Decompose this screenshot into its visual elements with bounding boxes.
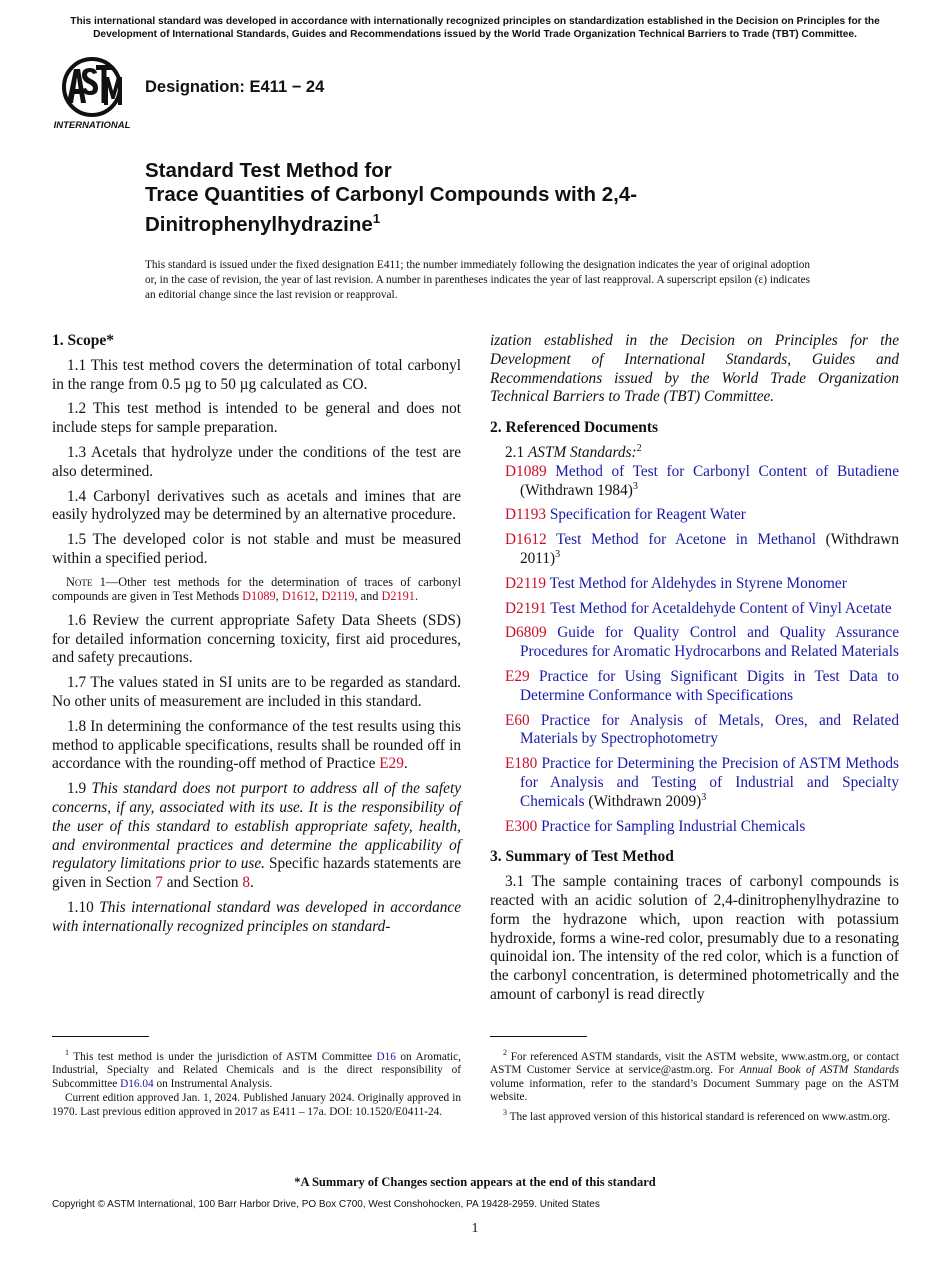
ref-code-link[interactable]: D1612 xyxy=(505,531,547,549)
ref-title-link[interactable]: Specification for Reagent Water xyxy=(549,506,746,524)
footnote-2: $^2$ For referenced ASTM standards, visit the ASTM website, www.astm.org, or contact ASTM Customer Service at service@astm.org. For Annual Book of ASTM Standards volume information, refer to the standard’s Document Summary page on the ASTM website. xyxy=(490,1048,900,1104)
ref-title-link[interactable]: Practice for Using Significant Digits in Test Data to Determine Conformance with Specifications xyxy=(520,667,899,704)
paragraph-1-2: 1.2 This test method is intended to be general and does not include steps for sample preparation. xyxy=(52,400,461,437)
title-line-3: Dinitrophenylhydrazine$^1$ xyxy=(145,211,381,236)
referenced-document-item xyxy=(490,624,899,662)
right-column xyxy=(490,332,899,1011)
designation: Designation: E411 − 24 xyxy=(145,78,325,96)
ref-withdrawn-note: (Withdrawn 1984) xyxy=(520,481,633,499)
ref-code-link[interactable]: D1089 xyxy=(505,462,547,480)
ref-code-link[interactable]: D6809 xyxy=(505,624,547,642)
issuance-statement: This standard is issued under the fixed designation E411; the number immediately following the designation indicates the year of original adoption or, in the case of revision, the year of last revision. A number in parentheses indicates the year of last reapproval. A superscript epsilon (ε) indicates an editorial change since the last revision or reapproval. xyxy=(145,259,810,301)
section-2-heading: 2. Referenced Documents xyxy=(490,419,659,437)
paragraph-1-9: 1.9 This standard does not purport to address all of the safety concerns, if any, associated with its use. It is the responsibility of the user of this standard to establish appropriate safety, health, and environmental practices and determine the applicability of regulatory limitations prior to use. Specific hazards statements are given in Section 7 and Section 8. xyxy=(52,780,462,892)
ref-title-link[interactable]: Method of Test for Carbonyl Content of Butadiene xyxy=(555,462,899,480)
ref-title-link[interactable]: Practice for Analysis of Metals, Ores, and Related Materials by Spectrophotometry xyxy=(520,711,899,748)
ref-code-link[interactable]: D2119 xyxy=(505,574,547,592)
ref-withdrawn-note: (Withdrawn 2011) xyxy=(520,531,899,567)
paragraph-1-10: 1.10 This international standard was developed in accordance with internationally recognized principles on standard- xyxy=(52,898,461,935)
ref-title-link[interactable]: Test Method for Acetaldehyde Content of Vinyl Acetate xyxy=(550,599,892,617)
ref-footnote-mark[interactable]: 3 xyxy=(701,791,707,803)
section-1-heading: 1. Scope* xyxy=(52,332,114,349)
page-number: 1 xyxy=(471,1220,479,1235)
referenced-document-item xyxy=(490,463,899,501)
footnotes-right xyxy=(490,1046,899,1125)
title-footnote-mark[interactable]: 1 xyxy=(372,211,381,226)
link-d1089[interactable]: D1089 xyxy=(242,589,276,604)
ref-code-link[interactable]: D2191 xyxy=(505,599,547,617)
link-section-7[interactable]: 7 xyxy=(155,874,163,892)
summary-of-changes-note: *A Summary of Changes section appears at the end of this standard xyxy=(294,1175,656,1189)
referenced-document-item xyxy=(490,712,899,750)
referenced-document-item xyxy=(490,531,899,569)
ref-code-link[interactable]: E300 xyxy=(505,817,538,835)
ref-footnote-mark[interactable]: 3 xyxy=(632,480,638,492)
section-3-heading: 3. Summary of Test Method xyxy=(490,848,674,866)
ref-code-link[interactable]: D1193 xyxy=(505,506,547,524)
paragraph-1-6: 1.6 Review the current appropriate Safety Data Sheets (SDS) for detailed information concerning toxicity, first aid procedures, and safety precautions. xyxy=(52,611,461,667)
paragraph-1-4: 1.4 Carbonyl derivatives such as acetals and imines that are easily hydrolyzed may be determined by an alternative procedure. xyxy=(52,487,461,524)
referenced-document-item xyxy=(490,668,899,706)
ref-title-link[interactable]: Practice for Sampling Industrial Chemicals xyxy=(541,817,806,835)
ref-title-link[interactable]: Practice for Determining the Precision of ASTM Methods for Analysis and Testing of Industrial and Specialty Chemicals xyxy=(520,755,899,810)
link-committee-d16[interactable]: D16 xyxy=(376,1050,396,1063)
paragraph-1-7: 1.7 The values stated in SI units are to be regarded as standard. No other units of measurement are included in this standard. xyxy=(52,674,461,710)
ref-title-link[interactable]: Test Method for Aldehydes in Styrene Monomer xyxy=(549,574,847,592)
footnote-rule-right xyxy=(490,1036,587,1037)
referenced-document-item xyxy=(490,755,899,811)
ref-code-link[interactable]: E180 xyxy=(505,755,538,773)
ref-footnote-mark[interactable]: 3 xyxy=(555,548,561,560)
astm-standards-subheading: 2.1 ASTM Standards:$^2$ xyxy=(505,442,642,461)
link-subcommittee-d16-04[interactable]: D16.04 xyxy=(120,1077,154,1090)
link-d2119[interactable]: D2119 xyxy=(321,589,355,604)
link-d1612[interactable]: D1612 xyxy=(281,589,316,604)
ref-code-link[interactable]: E60 xyxy=(505,711,530,729)
copyright-notice: Copyright © ASTM International, 100 Barr Harbor Drive, PO Box C700, West Conshohocken, PA 19428-2959. United States xyxy=(52,1199,600,1210)
paragraph-1-5: 1.5 The developed color is not stable and must be measured within a specified period. xyxy=(52,531,461,567)
top-notice: This international standard was developed in accordance with internationally recognized principles on standardization established in the Decision on Principles for the Development of International Standards, Guides and Recommendations issued by the World Trade Organization Technical Barriers to Trade (TBT) Committee. xyxy=(70,16,880,40)
edition-statement: Current edition approved Jan. 1, 2024. Published January 2024. Originally approved in 1970. Last previous edition approved in 2017 as E411 – 17a. DOI: 10.1520/E0411-24. xyxy=(52,1092,461,1118)
footnote-rule-left xyxy=(52,1036,149,1037)
paragraph-1-3: 1.3 Acetals that hydrolyze under the conditions of the test are also determined. xyxy=(52,443,461,480)
logo-wordmark: INTERNATIONAL xyxy=(53,120,131,131)
paragraph-1-10-continued: ization established in the Decision on Principles for the Development of International Standards, Guides and Recommendations issued by the World Trade Organization Technical Barriers to Trade (TBT) Committee. xyxy=(490,332,899,406)
referenced-documents-list xyxy=(490,463,899,837)
referenced-document-item xyxy=(490,600,899,619)
link-e29[interactable]: E29 xyxy=(379,755,404,773)
referenced-document-item xyxy=(490,818,899,837)
astm-international-logo-icon xyxy=(52,55,136,133)
document-title xyxy=(145,159,785,237)
link-section-8[interactable]: 8 xyxy=(242,874,251,892)
title-line-2: Trace Quantities of Carbonyl Compounds with 2,4- xyxy=(145,183,638,206)
footnotes-left xyxy=(52,1046,461,1120)
paragraph-3-1: 3.1 The sample containing traces of carbonyl compounds is reacted with an acidic solution of 2,4-dinitrophenylhydrazine to form the hydrazone which, upon reaction with potassium hydroxide, forms a wine-red color, presumably due to a resonating quinoidal ion. The intensity of the red color, which is a function of the carbonyl concentration, is determined photometrically and the amount of carbonyl is read directly xyxy=(490,873,899,1003)
ref-withdrawn-note: (Withdrawn 2009) xyxy=(584,792,702,810)
ref-title-link[interactable]: Test Method for Acetone in Methanol xyxy=(556,531,816,549)
referenced-document-item xyxy=(490,575,899,594)
referenced-document-item xyxy=(490,506,899,525)
paragraph-1-8: 1.8 In determining the conformance of the test results using this method to applicable specifications, results shall be rounded off in accordance with the rounding-off method of Practice E29. xyxy=(52,717,461,773)
paragraph-1-1: 1.1 This test method covers the determination of total carbonyl in the range from 0.5 µg to 50 µg calculated as CO. xyxy=(52,356,461,393)
footnote-1: $^1$ This test method is under the jurisdiction of ASTM Committee D16 on Aromatic, Industrial, Specialty and Related Chemicals and is the direct responsibility of Subcommittee D16.04 on Instrumental Analysis. xyxy=(52,1048,461,1090)
title-line-1: Standard Test Method for xyxy=(145,159,392,182)
left-column xyxy=(52,332,461,943)
ref-code-link[interactable]: E29 xyxy=(505,667,530,685)
ref-title-link[interactable]: Guide for Quality Control and Quality Assurance Procedures for Aromatic Hydrocarbons and Related Materials xyxy=(520,624,899,661)
note-1-label: Note 1 xyxy=(66,574,106,589)
note-1: Note 1—Other test methods for the determination of traces of carbonyl compounds are given in Test Methods D1089, D1612, D2119, and D2191. xyxy=(52,574,461,604)
footnote-3: $^3$ The last approved version of this historical standard is referenced on www.astm.org. xyxy=(503,1107,891,1123)
link-d2191[interactable]: D2191 xyxy=(381,589,415,604)
